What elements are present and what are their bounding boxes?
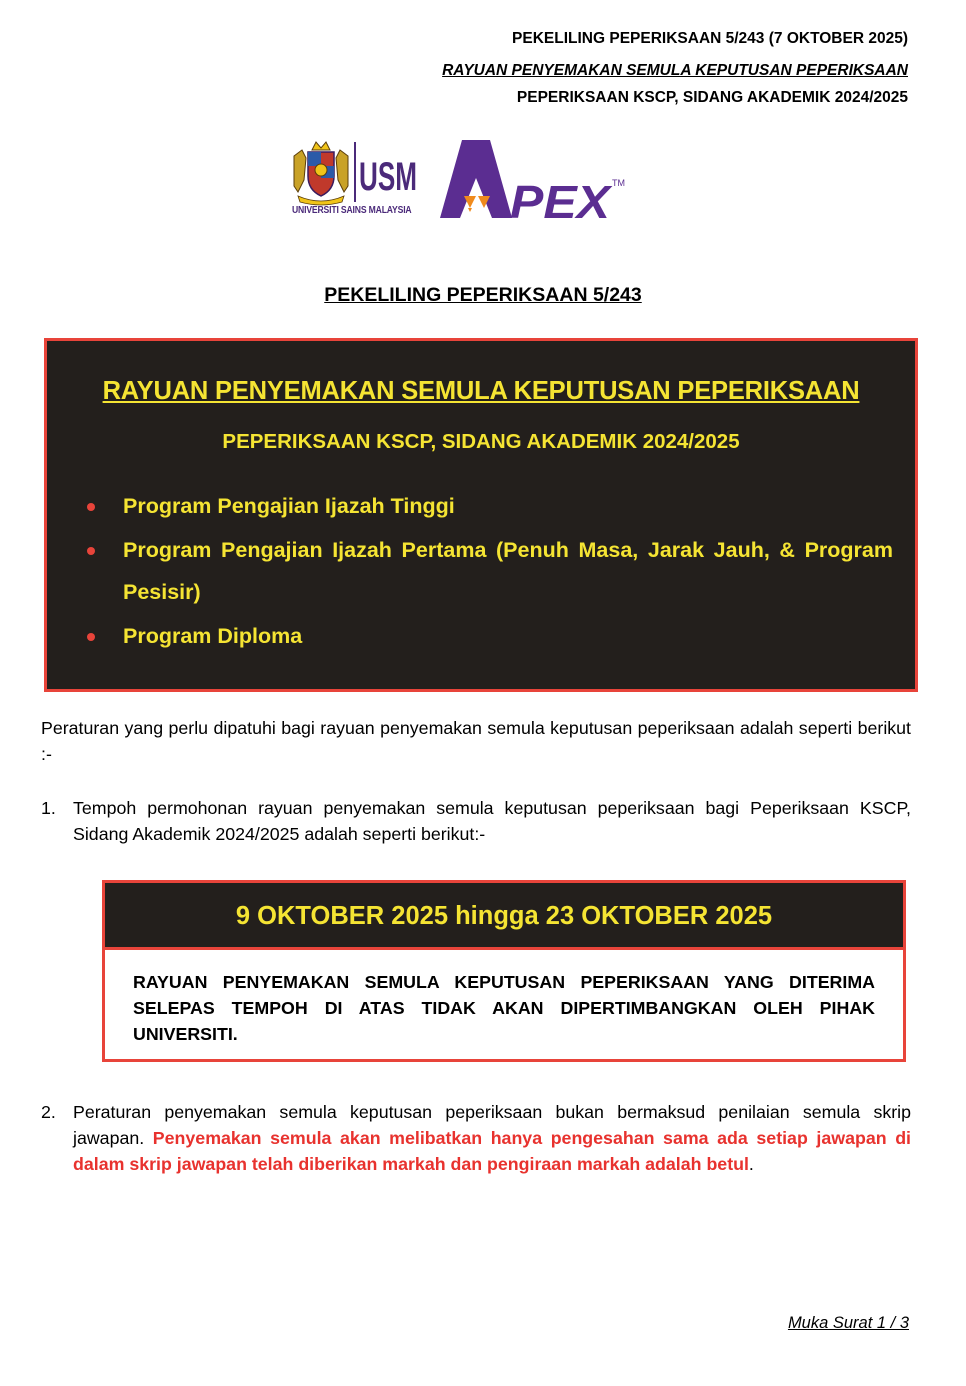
rule-number: 1.: [41, 798, 56, 818]
rule-text-end: .: [748, 1154, 754, 1174]
highlight-box: [44, 338, 918, 692]
usm-wordmark: [354, 142, 420, 202]
header-line-circular-number: PEKELILING PEPERIKSAAN 5/243 (7 OKTOBER 2025): [512, 30, 908, 47]
period-warning: RAYUAN PENYEMAKAN SEMULA KEPUTUSAN PEPERIKSAAN YANG DITERIMA SELEPAS TEMPOH DI ATAS TIDAK AKAN DIPERTIMBANGKAN OLEH PIHAK UNIVERSITI.: [133, 972, 875, 1044]
period-header: [105, 883, 903, 950]
rule-item-2: [41, 1099, 911, 1177]
period-dates: 9 OKTOBER 2025 hingga 23 OKTOBER 2025: [235, 902, 773, 930]
apex-logo-icon: [438, 138, 628, 228]
usm-caption: UNIVERSITI SAINS MALAYSIA: [292, 204, 412, 216]
rule-item-1: [41, 795, 911, 847]
rule-text-emphasis: Penyemakan semula akan melibatkan hanya pengesahan sama ada setiap jawapan di dalam skrip jawapan telah diberikan markah dan pengiraan markah adalah betul: [73, 1128, 911, 1174]
svg-text:PEX: PEX: [510, 176, 613, 228]
logo-row: [290, 136, 640, 228]
program-label: Program Diploma: [123, 624, 303, 648]
program-item: [83, 615, 893, 657]
highlight-title: RAYUAN PENYEMAKAN SEMULA KEPUTUSAN PEPERIKSAAN: [102, 377, 860, 405]
bullet-icon: [87, 503, 95, 511]
program-item: [83, 529, 893, 613]
application-period-box: [102, 880, 906, 1062]
svg-text:TM: TM: [612, 178, 625, 188]
svg-text:USM: USM: [359, 155, 417, 199]
header-line-exam-session: PEPERIKSAAN KSCP, SIDANG AKADEMIK 2024/2025: [516, 89, 908, 106]
program-label: Program Pengajian Ijazah Pertama (Penuh Masa, Jarak Jauh, & Program Pesisir): [123, 538, 893, 604]
rule-number: 2.: [41, 1102, 56, 1122]
usm-crest-icon: [290, 136, 352, 206]
rule-text: [73, 1099, 911, 1177]
rule-text-plain: Peraturan penyemakan semula keputusan peperiksaan bukan bermaksud penilaian semula skrip jawapan.: [73, 1102, 911, 1148]
rule-text: Tempoh permohonan rayuan penyemakan semula keputusan peperiksaan bagi Peperiksaan KSCP, Sidang Akademik 2024/2025 adalah seperti berikut:-: [73, 798, 911, 844]
header-line-subject: RAYUAN PENYEMAKAN SEMULA KEPUTUSAN PEPERIKSAAN: [442, 62, 908, 79]
program-list: [83, 485, 893, 659]
page-number: Muka Surat 1 / 3: [787, 1314, 909, 1332]
highlight-subtitle: PEPERIKSAAN KSCP, SIDANG AKADEMIK 2024/2025: [222, 430, 740, 453]
bullet-icon: [87, 633, 95, 641]
program-label: Program Pengajian Ijazah Tinggi: [123, 494, 455, 518]
circular-title: PEKELILING PEPERIKSAAN 5/243: [324, 284, 642, 306]
program-item: [83, 485, 893, 527]
intro-paragraph: Peraturan yang perlu dipatuhi bagi rayuan penyemakan semula keputusan peperiksaan adalah seperti berikut :-: [41, 718, 911, 764]
bullet-icon: [87, 547, 95, 555]
